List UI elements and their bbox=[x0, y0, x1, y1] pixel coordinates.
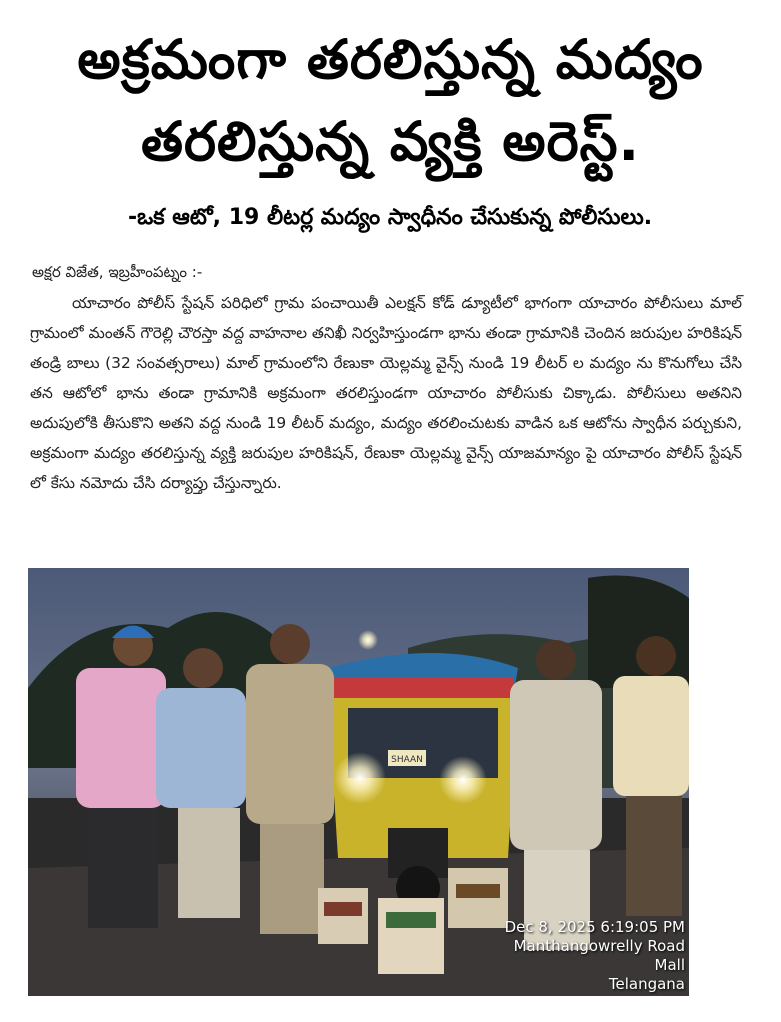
photo-location-road: Manthangowrelly Road bbox=[513, 937, 685, 955]
person-1-pink-shirt bbox=[76, 626, 166, 929]
photo-location-place: Mall bbox=[654, 956, 685, 974]
tree-silhouette-right bbox=[588, 576, 689, 689]
liquor-box-1 bbox=[318, 888, 368, 944]
headlight-left bbox=[334, 752, 386, 804]
photo-timestamp: Dec 8, 2025 6:19:05 PM bbox=[504, 918, 685, 936]
dateline: అక్షర విజేత, ఇబ్రహీంపట్నం :- bbox=[32, 263, 203, 281]
headline-line-1: అక్రమంగా తరలిస్తున్న మద్యం bbox=[77, 28, 704, 91]
headlight-right bbox=[439, 756, 487, 804]
auto-plate: SHAAN bbox=[391, 755, 423, 765]
street-light bbox=[358, 630, 378, 650]
photo-geotag-stamp bbox=[505, 918, 685, 994]
liquor-box-2 bbox=[378, 898, 444, 974]
article-body: యాచారం పోలీస్ స్టేషన్ పరిధిలో గ్రామ పంచాయితీ ఎలక్షన్ కోడ్ డ్యూటీలో భాగంగా యాచారం పోలీసులు మాల్ గ్రామంలో మంతన్ గౌరెల్లి చౌరస్తా వద్ద వాహనాల తనిఖీ నిర్వహిస్తుండగా భాను తండా గ్రామానికి చెందిన జరుపుల హరికిషన్ తండ్రి బాలు (32 సంవత్సరాలు) మాల్ గ్రామంలోని రేణుకా యెల్లమ్మ వైన్స్ నుండి 19 లీటర్ ల మద్యం ను కొనుగోలు చేసి తన ఆటోలో భాను తండా గ్రామానికి అక్రమంగా తరలిస్తుండగా యాచారం పోలీసుకు చిక్కాడు. పోలీసులు అతనిని అదుపులోకి తీసుకొని అతని వద్ద నుండి 19 లీటర్ మద్యం, మద్యం తరలించుటకు వాడిన ఒక ఆటోను స్వాధీన పర్చుకుని, అక్రమంగా మద్యం తరలిస్తున్న వ్యక్తి జరుపుల హరికిషన్, రేణుకా యెల్లమ్మ వైన్స్ యాజమాన్యం పై యాచారం పోలీస్ స్టేషన్ లో కేసు నమోదు చేసి దర్యాప్తు చేస్తున్నారు. bbox=[30, 294, 742, 492]
subheadline: -ఒక ఆటో, 19 లీటర్ల మద్యం స్వాధీనం చేసుకున్న పోలీసులు. bbox=[127, 205, 653, 230]
photo-location-state: Telangana bbox=[608, 975, 685, 993]
headline-line-2: తరలిస్తున్న వ్యక్తి అరెస్ట్. bbox=[140, 110, 641, 173]
liquor-box-3 bbox=[448, 868, 508, 928]
news-photo bbox=[28, 568, 689, 996]
